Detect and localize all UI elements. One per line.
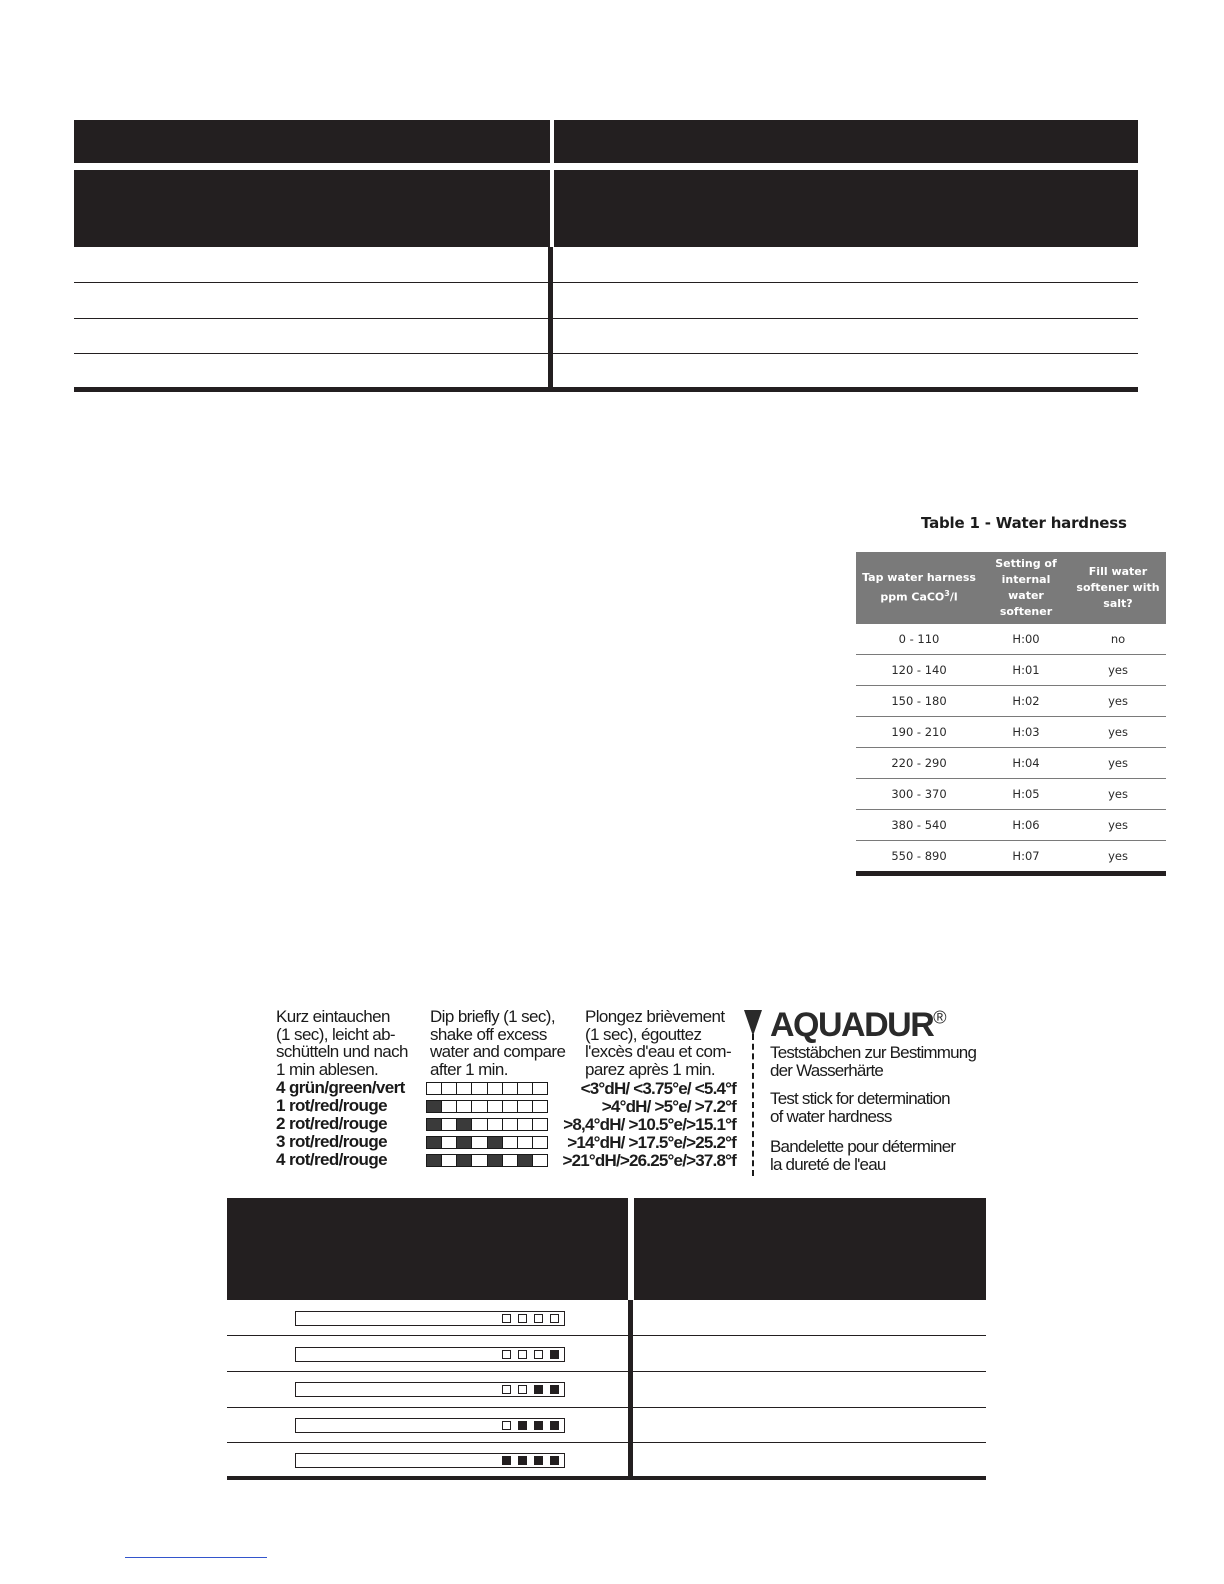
level-strip bbox=[426, 1136, 548, 1149]
strip-pad bbox=[503, 1155, 518, 1166]
level-strip bbox=[426, 1154, 548, 1167]
strip-pad bbox=[502, 1421, 511, 1430]
range-cell: 300 - 370 bbox=[891, 787, 947, 801]
test-strip bbox=[295, 1453, 565, 1468]
strip-pad bbox=[533, 1101, 547, 1112]
strip-pad bbox=[488, 1137, 503, 1148]
strip-table-row-line bbox=[227, 1442, 986, 1443]
salt-cell: no bbox=[1110, 632, 1126, 646]
strip-pad bbox=[550, 1385, 559, 1394]
test-strip bbox=[295, 1382, 565, 1397]
arrow-down-icon bbox=[744, 1010, 762, 1036]
strip-pad bbox=[518, 1385, 527, 1394]
strip-pad bbox=[502, 1314, 511, 1323]
registered-mark: ® bbox=[933, 1007, 946, 1028]
level-label: 2 rot/red/rouge bbox=[276, 1114, 387, 1133]
strip-pad bbox=[457, 1137, 472, 1148]
strip-pad bbox=[442, 1137, 457, 1148]
water-hardness-row bbox=[856, 809, 1166, 840]
strip-pad bbox=[518, 1119, 533, 1130]
strip-table-bottom-rule bbox=[227, 1476, 986, 1480]
water-hardness-row bbox=[856, 654, 1166, 685]
water-hardness-table bbox=[856, 552, 1166, 876]
instructions-en bbox=[430, 1008, 565, 1078]
top-table-bottom-rule bbox=[74, 387, 1138, 392]
strip-pad bbox=[503, 1083, 518, 1094]
description-en bbox=[770, 1090, 950, 1126]
strip-pad bbox=[534, 1456, 543, 1465]
strip-pad bbox=[534, 1350, 543, 1359]
water-hardness-row bbox=[856, 747, 1166, 778]
strip-pad bbox=[518, 1314, 527, 1323]
header-tap-water-line1: Tap water harness bbox=[862, 571, 976, 585]
strip-pad bbox=[503, 1101, 518, 1112]
strip-pad bbox=[457, 1101, 472, 1112]
level-strip bbox=[426, 1082, 548, 1095]
level-values: >4°dH/ >5°e/ >7.2°f bbox=[601, 1097, 736, 1116]
strip-pad bbox=[534, 1385, 543, 1394]
top-table-subheader-left bbox=[74, 170, 550, 247]
header-tap-water-suffix: /l bbox=[949, 590, 958, 604]
level-values: <3°dH/ <3.75°e/ <5.4°f bbox=[580, 1079, 736, 1098]
strip-pad bbox=[550, 1421, 559, 1430]
strip-pad bbox=[442, 1119, 457, 1130]
strip-pad bbox=[488, 1083, 503, 1094]
instructions-de-line: (1 sec), leicht ab- bbox=[276, 1024, 395, 1044]
strip-table-header-left bbox=[227, 1198, 628, 1300]
level-strip bbox=[426, 1100, 548, 1113]
strip-pad bbox=[518, 1137, 533, 1148]
strip-pad bbox=[472, 1083, 487, 1094]
water-hardness-bottom-rule bbox=[856, 871, 1166, 876]
setting-cell: H:00 bbox=[1012, 632, 1040, 646]
level-label: 4 grün/green/vert bbox=[276, 1078, 405, 1097]
strip-pad bbox=[427, 1155, 442, 1166]
description-line: la dureté de l'eau bbox=[770, 1155, 886, 1174]
water-hardness-title: Table 1 - Water hardness bbox=[921, 514, 1127, 532]
strip-pad bbox=[533, 1083, 547, 1094]
setting-cell: H:04 bbox=[1012, 756, 1040, 770]
strip-pad bbox=[427, 1137, 442, 1148]
header-setting: Setting of internal water softener bbox=[995, 557, 1057, 618]
description-de bbox=[770, 1044, 976, 1080]
top-table-row-line bbox=[74, 318, 1138, 319]
level-label: 1 rot/red/rouge bbox=[276, 1096, 387, 1115]
level-values: >14°dH/ >17.5°e/>25.2°f bbox=[567, 1133, 736, 1152]
top-table-row-line bbox=[74, 353, 1138, 354]
strip-pad bbox=[534, 1314, 543, 1323]
instructions-fr-line: (1 sec), égouttez bbox=[585, 1024, 702, 1044]
strip-pad bbox=[533, 1155, 547, 1166]
water-hardness-header bbox=[856, 552, 1166, 624]
setting-cell: H:03 bbox=[1012, 725, 1040, 739]
strip-pad bbox=[518, 1421, 527, 1430]
description-line: Test stick for determination bbox=[770, 1089, 950, 1108]
aquadur-brand: AQUADUR bbox=[770, 1006, 934, 1044]
strip-pad bbox=[427, 1119, 442, 1130]
header-tap-water bbox=[856, 552, 982, 624]
level-label: 4 rot/red/rouge bbox=[276, 1150, 387, 1169]
strip-pad bbox=[503, 1137, 518, 1148]
description-line: of water hardness bbox=[770, 1107, 892, 1126]
instructions-de-line: schütteln und nach bbox=[276, 1042, 408, 1061]
strip-pad bbox=[550, 1350, 559, 1359]
strip-pad bbox=[442, 1083, 457, 1094]
dashed-divider bbox=[752, 1034, 754, 1176]
salt-cell: yes bbox=[1108, 725, 1128, 739]
water-hardness-row bbox=[856, 716, 1166, 747]
strip-table-column-divider bbox=[628, 1300, 633, 1478]
strip-pad bbox=[427, 1101, 442, 1112]
strip-pad bbox=[488, 1155, 503, 1166]
instructions-en-line: shake off excess bbox=[430, 1024, 547, 1044]
strip-pad bbox=[472, 1155, 487, 1166]
level-values: >21°dH/>26.25°e/>37.8°f bbox=[562, 1151, 736, 1170]
top-table-row-line bbox=[74, 282, 1138, 283]
strip-pad bbox=[518, 1101, 533, 1112]
setting-cell: H:07 bbox=[1012, 849, 1040, 863]
aquadur-instructions bbox=[272, 1006, 977, 1178]
setting-cell: H:02 bbox=[1012, 694, 1040, 708]
description-line: Bandelette pour déterminer bbox=[770, 1137, 956, 1156]
salt-cell: yes bbox=[1108, 694, 1128, 708]
description-line: der Wasserhärte bbox=[770, 1061, 884, 1080]
range-cell: 0 - 110 bbox=[898, 632, 940, 646]
strip-pad bbox=[457, 1119, 472, 1130]
strip-pad bbox=[518, 1350, 527, 1359]
strip-pad bbox=[488, 1101, 503, 1112]
top-table-subheader-right bbox=[554, 170, 1138, 247]
range-cell: 550 - 890 bbox=[891, 849, 947, 863]
strip-table-header-right bbox=[634, 1198, 986, 1300]
top-table-header-right bbox=[554, 120, 1138, 163]
header-tap-water-sup: 3 bbox=[944, 589, 950, 599]
test-strip bbox=[295, 1418, 565, 1433]
strip-pad bbox=[550, 1456, 559, 1465]
strip-pad bbox=[518, 1083, 533, 1094]
instructions-de-line: 1 min ablesen. bbox=[276, 1059, 379, 1079]
aquadur-logo bbox=[770, 1006, 945, 1045]
strip-table-row-line bbox=[227, 1407, 986, 1408]
top-table-header-left bbox=[74, 120, 550, 163]
setting-cell: H:06 bbox=[1012, 818, 1040, 832]
strip-pad bbox=[502, 1350, 511, 1359]
instructions-fr-line: Plongez brièvement bbox=[585, 1007, 725, 1026]
strip-pad bbox=[442, 1155, 457, 1166]
strip-table-row-line bbox=[227, 1335, 986, 1336]
strip-pad bbox=[472, 1101, 487, 1112]
level-values: >8,4°dH/ >10.5°e/>15.1°f bbox=[563, 1115, 736, 1134]
instructions-en-line: water and compare bbox=[430, 1042, 566, 1061]
instructions-de bbox=[276, 1008, 408, 1078]
description-line: Teststäbchen zur Bestimmung bbox=[770, 1043, 977, 1062]
strip-pad bbox=[518, 1155, 533, 1166]
header-tap-water-line2: ppm CaCO bbox=[880, 590, 945, 604]
water-hardness-rows bbox=[856, 624, 1166, 871]
footer-link-underline[interactable] bbox=[125, 1557, 267, 1558]
instructions-fr bbox=[585, 1008, 731, 1078]
strip-pad bbox=[472, 1137, 487, 1148]
strip-pad bbox=[457, 1155, 472, 1166]
salt-cell: yes bbox=[1108, 818, 1128, 832]
instructions-fr-line: parez après 1 min. bbox=[585, 1059, 715, 1079]
water-hardness-row bbox=[856, 685, 1166, 716]
strip-pad bbox=[488, 1119, 503, 1130]
water-hardness-row bbox=[856, 624, 1166, 654]
strip-pad bbox=[534, 1421, 543, 1430]
salt-cell: yes bbox=[1108, 849, 1128, 863]
strip-pad bbox=[550, 1314, 559, 1323]
water-hardness-row bbox=[856, 840, 1166, 871]
salt-cell: yes bbox=[1108, 663, 1128, 677]
instructions-fr-line: l'excès d'eau et com- bbox=[585, 1042, 732, 1061]
strip-pad bbox=[457, 1083, 472, 1094]
range-cell: 150 - 180 bbox=[891, 694, 947, 708]
strip-pad bbox=[502, 1385, 511, 1394]
level-strip bbox=[426, 1118, 548, 1131]
strip-table-row-line bbox=[227, 1371, 986, 1372]
test-strip bbox=[295, 1311, 565, 1326]
instructions-en-line: after 1 min. bbox=[430, 1059, 508, 1079]
range-cell: 190 - 210 bbox=[891, 725, 947, 739]
instructions-de-line: Kurz eintauchen bbox=[276, 1007, 390, 1026]
instructions-en-line: Dip briefly (1 sec), bbox=[430, 1007, 555, 1026]
range-cell: 380 - 540 bbox=[891, 818, 947, 832]
strip-pad bbox=[427, 1083, 442, 1094]
strip-pad bbox=[502, 1456, 511, 1465]
range-cell: 220 - 290 bbox=[891, 756, 947, 770]
setting-cell: H:01 bbox=[1012, 663, 1040, 677]
test-strip bbox=[295, 1347, 565, 1362]
strip-pad bbox=[503, 1119, 518, 1130]
strip-pad bbox=[518, 1456, 527, 1465]
level-label: 3 rot/red/rouge bbox=[276, 1132, 387, 1151]
water-hardness-row bbox=[856, 778, 1166, 809]
strip-pad bbox=[533, 1137, 547, 1148]
strip-pad bbox=[533, 1119, 547, 1130]
salt-cell: yes bbox=[1108, 756, 1128, 770]
strip-pad bbox=[472, 1119, 487, 1130]
setting-cell: H:05 bbox=[1012, 787, 1040, 801]
range-cell: 120 - 140 bbox=[891, 663, 947, 677]
header-fill-salt: Fill water softener with salt? bbox=[1076, 565, 1160, 610]
description-fr bbox=[770, 1138, 955, 1174]
strip-pad bbox=[442, 1101, 457, 1112]
salt-cell: yes bbox=[1108, 787, 1128, 801]
